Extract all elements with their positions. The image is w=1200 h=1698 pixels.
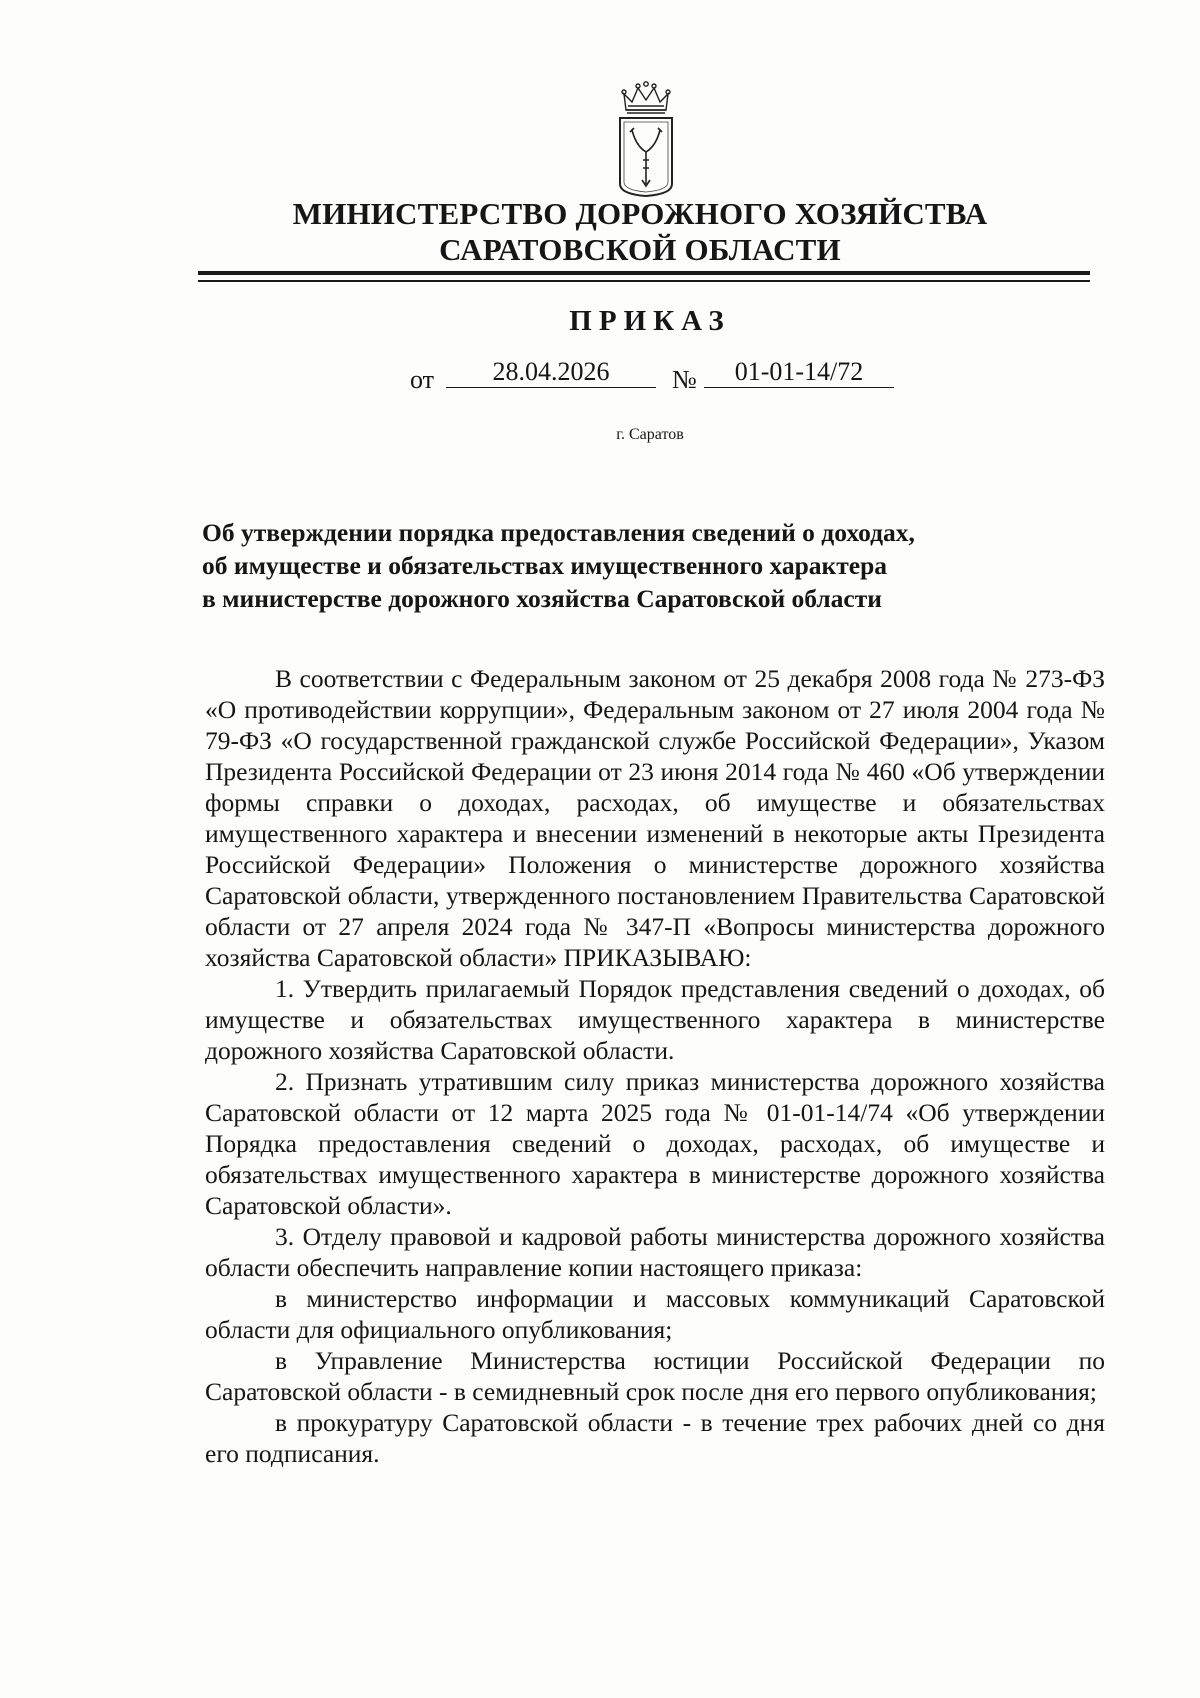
subject-line-3: в министерстве дорожного хозяйства Саратовской области [202,584,882,613]
ministry-name-line-1: МИНИСТЕРСТВО ДОРОЖНОГО ХОЗЯЙСТВА [292,196,988,231]
order-subject [202,516,1062,615]
subject-line-1: Об утверждении порядка предоставления сведений о доходах, [202,518,915,547]
item-1-paragraph: 1. Утвердить прилагаемый Порядок представления сведений о доходах, об имуществе и обязательствах имущественного характера в министерстве дорожного хозяйства Саратовской области. [205,974,1105,1065]
item-2-paragraph: 2. Признать утратившим силу приказ министерства дорожного хозяйства Саратовской области от 12 марта 2025 года № 01-01-14/74 «Об утверждении Порядка предоставления сведений о доходах, расходах, об имуществе и обязательствах имущественного характера в министерстве дорожного хозяйства Саратовской области». [205,1067,1105,1220]
item-3a-paragraph: в министерство информации и массовых коммуникаций Саратовской области для официального опубликования; [205,1284,1105,1344]
preamble-paragraph: В соответствии с Федеральным законом от 25 декабря 2008 года № 273-ФЗ «О противодействии коррупции», Федеральным законом от 27 июля 2004 года № 79-ФЗ «О государственной гражданской службе Российской Федерации», Указом Президента Российской Федерации от 23 июня 2014 года № 460 «Об утверждении формы справки о доходах, расходах, об имуществе и обязательствах имущественного характера и внесении изменений в некоторые акты Президента Российской Федерации» Положения о министерстве дорожного хозяйства Саратовской области, утвержденного постановлением Правительства Саратовской области от 27 апреля 2024 года № 347-П «Вопросы министерства дорожного хозяйства Саратовской области» ПРИКАЗЫВАЮ: [205,664,1105,972]
date-label: от [410,365,435,394]
order-number: 01-01-14/72 [704,357,894,388]
order-title: ПРИКАЗ [569,305,731,337]
item-3c-paragraph: в прокуратуру Саратовской области - в течение трех рабочих дней со дня его подписания. [205,1408,1105,1468]
saratov-coat-of-arms-icon [614,80,678,198]
item-3b-paragraph: в Управление Министерства юстиции Российской Федерации по Саратовской области - в семидневный срок после дня его первого опубликования; [205,1346,1105,1406]
order-city: г. Саратов [616,426,684,443]
order-date: 28.04.2026 [446,357,656,388]
subject-line-2: об имуществе и обязательствах имущественного характера [202,551,888,580]
header-divider-thin [198,280,1090,282]
ministry-name [200,196,1080,268]
item-3-paragraph: 3. Отделу правовой и кадровой работы министерства дорожного хозяйства области обеспечить направление копии настоящего приказа: [205,1222,1105,1282]
order-body [205,663,1105,1469]
number-label: № [672,365,697,394]
ministry-name-line-2: САРАТОВСКОЙ ОБЛАСТИ [439,232,841,267]
header-divider-thick [198,271,1090,275]
